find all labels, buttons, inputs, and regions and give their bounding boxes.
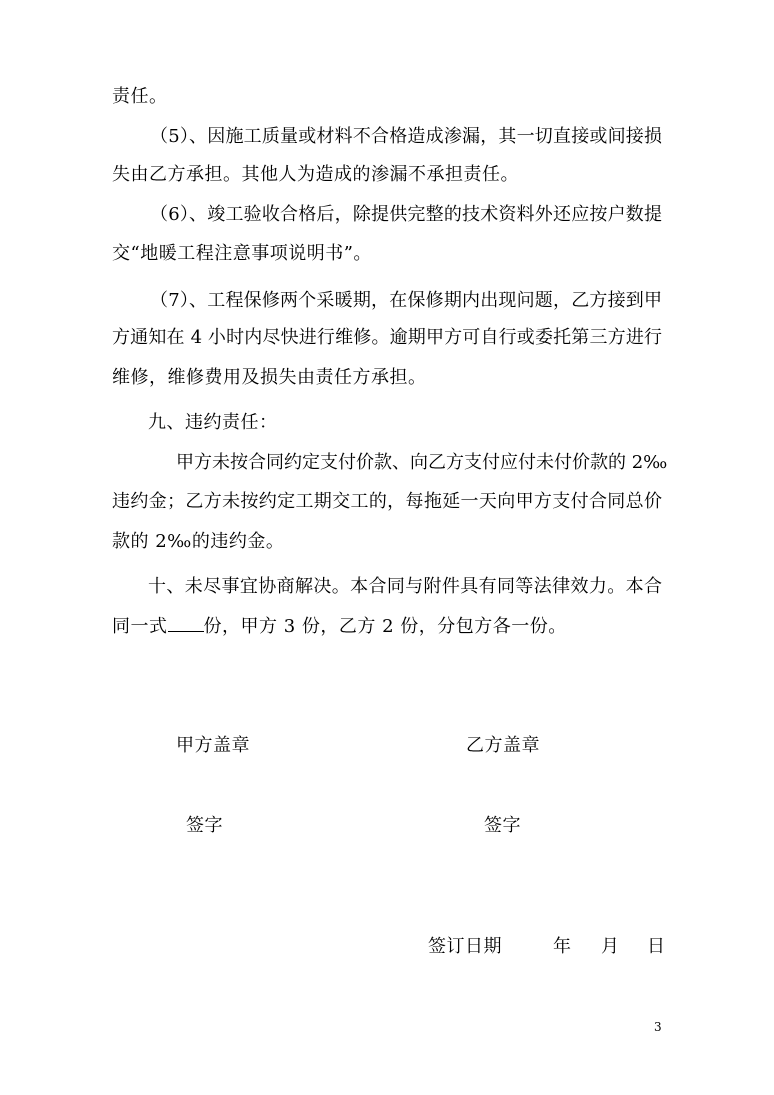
date-month-label: 月: [601, 936, 620, 957]
sign-date-label: 签订日期: [428, 936, 502, 957]
date-day-label: 日: [647, 936, 666, 957]
breach-line-2: 违约金；乙方未按约定工期交工的，每拖延一天向甲方支付合同总价: [112, 491, 662, 512]
breach-line-1: 甲方未按合同约定支付价款、向乙方支付应付未付价款的 2‰: [176, 452, 668, 473]
party-b-sign-label: 签字: [484, 815, 521, 836]
clause-7-line-2: 方通知在 4 小时内尽快进行维修。逾期甲方可自行或委托第三方进行: [112, 327, 662, 348]
page-number: 3: [654, 1020, 662, 1034]
party-a-sign-label: 签字: [186, 815, 223, 836]
clause-7-line-1: （7）、工程保修两个采暖期，在保修期内出现问题，乙方接到甲: [150, 290, 662, 311]
paragraph-line: 责任。: [112, 86, 168, 107]
party-b-seal-label: 乙方盖章: [466, 735, 540, 756]
copies-prefix: 同一式: [112, 616, 168, 637]
section-nine-heading: 九、违约责任：: [148, 412, 278, 433]
party-a-seal-label: 甲方盖章: [176, 735, 250, 756]
clause-5-line-1: （5）、因施工质量或材料不合格造成渗漏，其一切直接或间接损: [150, 126, 662, 147]
clause-6-line-1: （6）、竣工验收合格后，除提供完整的技术资料外还应按户数提: [150, 204, 662, 225]
clause-5-line-2: 失由乙方承担。其他人为造成的渗漏不承担责任。: [112, 164, 519, 185]
date-year-label: 年: [553, 936, 572, 957]
clause-6-line-2: 交“地暖工程注意事项说明书”。: [112, 243, 372, 264]
section-ten-line-2: [112, 613, 567, 638]
copies-suffix: 份，甲方 3 份，乙方 2 份，分包方各一份。: [203, 616, 567, 637]
clause-7-line-3: 维修，维修费用及损失由责任方承担。: [112, 367, 427, 388]
section-ten-line-1: 十、未尽事宜协商解决。本合同与附件具有同等法律效力。本合: [148, 576, 662, 597]
breach-line-3: 款的 2‰的违约金。: [112, 531, 285, 552]
copies-blank: [168, 613, 204, 632]
